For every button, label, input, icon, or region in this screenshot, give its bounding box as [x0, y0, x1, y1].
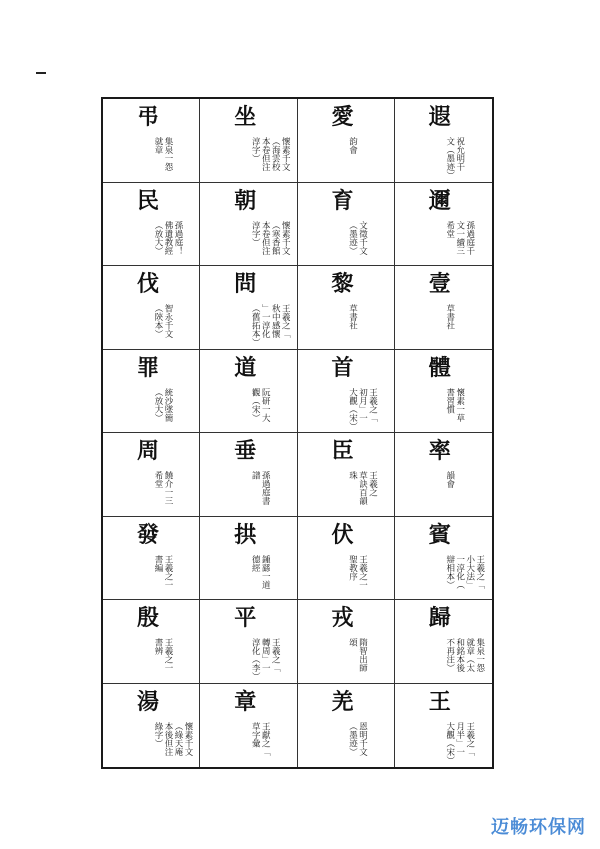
source-note: 草書社	[444, 304, 455, 330]
table-cell	[298, 684, 395, 768]
calligraphy-character: 平	[234, 605, 257, 631]
table-cell	[298, 99, 395, 183]
calligraphy-character: 發	[137, 521, 160, 548]
calligraphy-character: 伏	[331, 521, 354, 548]
source-note: 統沙墜簡 （放大）	[153, 387, 173, 422]
source-note: 王羲之「 初月」一 大觀（宋）	[347, 387, 378, 430]
source-note: 王獻之「 草字彙	[250, 721, 271, 756]
calligraphy-character: 邇	[428, 187, 451, 214]
table-cell	[298, 517, 395, 601]
table-cell	[200, 350, 297, 434]
table-cell	[298, 350, 395, 434]
calligraphy-character: 率	[428, 438, 451, 464]
table-cell	[200, 433, 297, 517]
calligraphy-character: 問	[234, 271, 257, 297]
calligraphy-character: 道	[234, 354, 257, 381]
source-note: 王羲之「 月半」一 大觀（宋）	[444, 721, 475, 764]
calligraphy-character: 罪	[137, 354, 160, 381]
source-note: 草書社	[347, 304, 358, 330]
source-note: 阮研一大 觀（宋）	[250, 387, 271, 422]
table-cell	[200, 99, 297, 183]
table-cell	[395, 266, 492, 350]
source-note: 韵會	[347, 137, 358, 154]
source-note: 王羲之一 書編	[153, 554, 173, 589]
table-cell	[395, 433, 492, 517]
table-cell	[103, 517, 200, 601]
source-note: 智永千文 （陝本）	[153, 304, 173, 338]
source-note: 懷素千文 （海雲校 本卷但注 淳字）	[250, 137, 291, 171]
source-note: 隋智出師 頌	[347, 638, 368, 672]
source-note: 韻會	[444, 471, 455, 488]
source-note: 王羲之「 轉周」一 淳化（李）	[250, 638, 281, 681]
calligraphy-character: 黎	[331, 271, 354, 297]
table-cell	[395, 350, 492, 434]
table-cell	[200, 266, 297, 350]
calligraphy-character: 周	[137, 438, 160, 464]
source-note: 孫過庭書 譜	[250, 471, 271, 505]
source-note: 王羲之 草訣百韻 珠	[347, 471, 378, 505]
source-note: 恩明千文 （墨迹）	[347, 721, 368, 756]
table-cell	[200, 600, 297, 684]
calligraphy-character: 朝	[234, 187, 257, 214]
table-cell	[200, 183, 297, 267]
source-note: 懷素一草 書習慣	[444, 387, 465, 422]
calligraphy-character: 遐	[428, 104, 451, 130]
calligraphy-character: 殷	[137, 605, 160, 631]
table-cell	[200, 684, 297, 768]
calligraphy-character: 首	[331, 354, 354, 381]
table-cell	[298, 600, 395, 684]
calligraphy-character: 壹	[428, 271, 451, 297]
calligraphy-character: 章	[234, 688, 257, 715]
calligraphy-character: 拱	[234, 521, 257, 548]
source-note: 孫過庭！ 佛遺教經 （放大）	[153, 220, 183, 255]
table-cell	[103, 350, 200, 434]
margin-dash	[36, 72, 46, 74]
source-note: 王羲之一 聖教序	[347, 554, 368, 589]
table-cell	[103, 183, 200, 267]
table-cell	[395, 600, 492, 684]
table-cell	[103, 684, 200, 768]
source-note: 孫過庭千 文一續三 希堂	[444, 220, 475, 255]
table-cell	[395, 183, 492, 267]
source-note: 文徵千文 （墨迹）	[347, 220, 368, 255]
calligraphy-character: 羌	[331, 688, 354, 715]
watermark: 迈畅环保网	[491, 817, 586, 838]
calligraphy-character: 弔	[137, 104, 160, 130]
calligraphy-character: 垂	[234, 438, 257, 464]
source-note: 祝允明千 文（墨迹）	[444, 137, 465, 180]
table-cell	[200, 517, 297, 601]
calligraphy-character: 賓	[428, 521, 451, 548]
character-table	[101, 97, 494, 769]
table-cell	[103, 433, 200, 517]
calligraphy-character: 民	[137, 187, 160, 214]
source-note: 饒介一三 希堂	[153, 471, 173, 505]
calligraphy-character: 湯	[137, 688, 160, 715]
table-cell	[395, 99, 492, 183]
calligraphy-character: 戎	[331, 605, 354, 631]
source-note: 王羲之「 小大法」 一淳化（ 辯相本）	[444, 554, 485, 589]
source-note: 懷素千文 （寒香館 本卷但注 淳字）	[250, 220, 291, 255]
table-cell	[298, 433, 395, 517]
calligraphy-character: 育	[331, 187, 354, 214]
table-cell	[395, 684, 492, 768]
source-note: 王羲之一 書辨	[153, 638, 173, 672]
table-cell	[298, 266, 395, 350]
source-note: 王羲之「 秋中感懷 」一淳化 （舊拓本）	[250, 304, 291, 347]
calligraphy-character: 王	[428, 688, 451, 715]
calligraphy-character: 伐	[137, 271, 160, 297]
source-note: 集泉一怨 就章（太 和銘本後 不再注）	[444, 638, 485, 672]
source-note: 集泉一怨 就章	[153, 137, 173, 171]
calligraphy-character: 愛	[331, 104, 354, 130]
table-cell	[395, 517, 492, 601]
table-cell	[103, 600, 200, 684]
calligraphy-character: 坐	[234, 104, 257, 130]
source-note: 懷素千文 （綠天庵 本後但注 綠字）	[153, 721, 193, 756]
table-cell	[103, 99, 200, 183]
table-cell	[103, 266, 200, 350]
table-cell	[298, 183, 395, 267]
calligraphy-character: 體	[428, 354, 451, 381]
source-note: 鍾繇一道 德經	[250, 554, 271, 589]
calligraphy-character: 臣	[331, 438, 354, 464]
calligraphy-character: 歸	[428, 605, 451, 631]
